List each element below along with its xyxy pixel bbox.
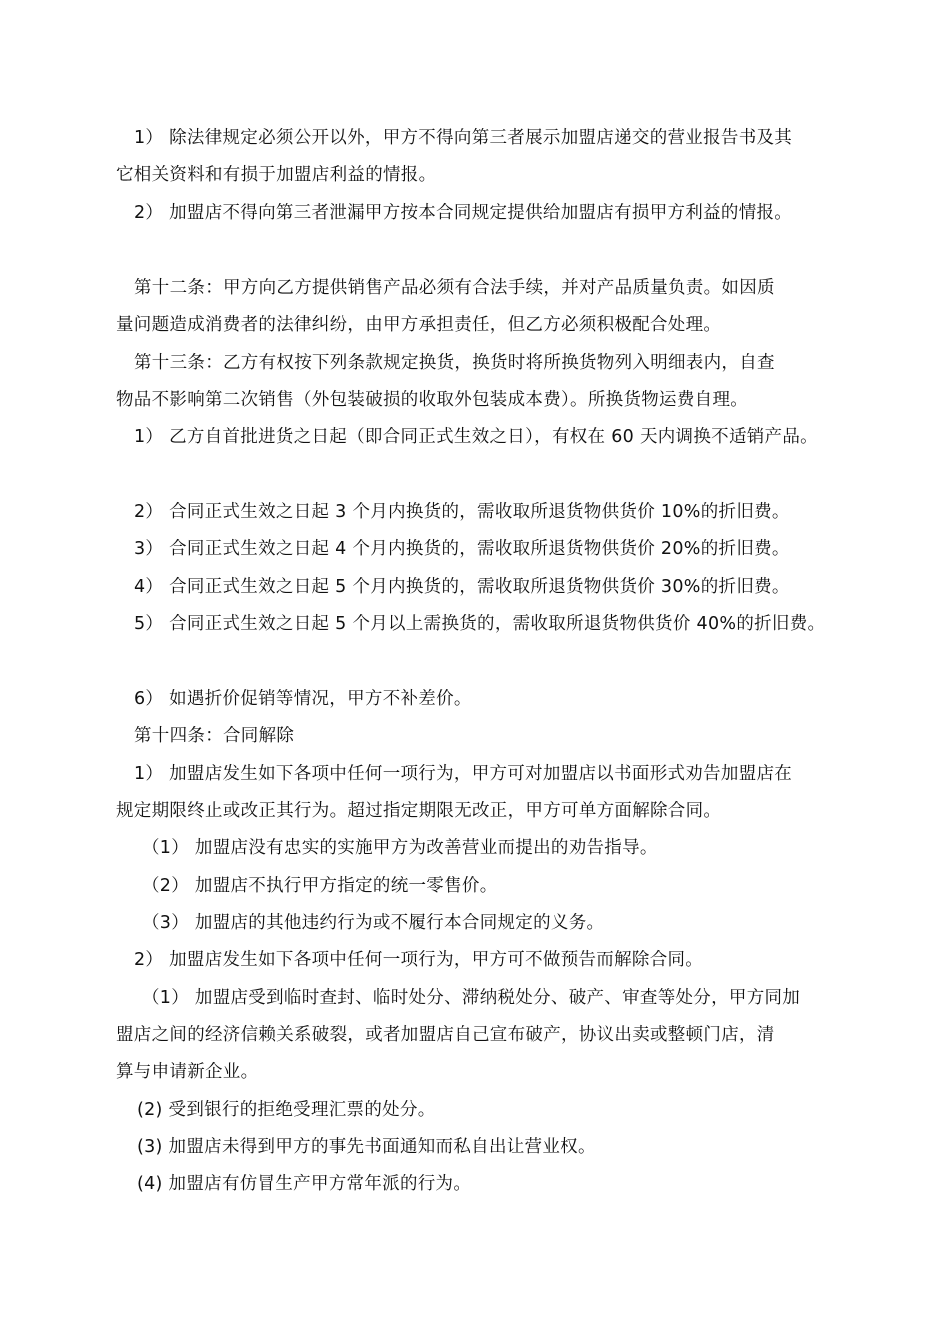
paragraph-line: 第十二条：甲方向乙方提供销售产品必须有合法手续，并对产品质量负责。如因质: [134, 278, 775, 298]
paragraph-line: 1） 加盟店发生如下各项中任何一项行为，甲方可对加盟店以书面形式劝告加盟店在: [134, 764, 793, 784]
paragraph-line: 4） 合同正式生效之日起 5 个月内换货的，需收取所退货物供货价 30%的折旧费。: [134, 577, 790, 597]
paragraph-line: 1） 乙方自首批进货之日起（即合同正式生效之日），有权在 60 天内调换不适销产品。: [134, 427, 818, 447]
paragraph-line: （3） 加盟店的其他违约行为或不履行本合同规定的义务。: [142, 913, 605, 933]
paragraph-line: 算与申请新企业。: [116, 1062, 259, 1082]
paragraph-line: 2） 合同正式生效之日起 3 个月内换货的，需收取所退货物供货价 10%的折旧费。: [134, 502, 790, 522]
paragraph-line: 第十三条：乙方有权按下列条款规定换货，换货时将所换货物列入明细表内，自查: [134, 353, 775, 373]
paragraph-line: (2) 受到银行的拒绝受理汇票的处分。: [137, 1100, 436, 1120]
paragraph-line: 2） 加盟店不得向第三者泄漏甲方按本合同规定提供给加盟店有损甲方利益的情报。: [134, 203, 793, 223]
paragraph-line: 它相关资料和有损于加盟店利益的情报。: [116, 165, 437, 185]
paragraph-line: 第十四条：合同解除: [134, 726, 295, 746]
paragraph-line: 6） 如遇折价促销等情况，甲方不补差价。: [134, 689, 472, 709]
paragraph-line: 量问题造成消费者的法律纠纷，由甲方承担责任，但乙方必须积极配合处理。: [116, 315, 722, 335]
paragraph-line: (3) 加盟店未得到甲方的事先书面通知而私自出让营业权。: [137, 1137, 596, 1157]
paragraph-line: 3） 合同正式生效之日起 4 个月内换货的，需收取所退货物供货价 20%的折旧费。: [134, 539, 790, 559]
paragraph-line: 2） 加盟店发生如下各项中任何一项行为，甲方可不做预告而解除合同。: [134, 950, 704, 970]
paragraph-line: (4) 加盟店有仿冒生产甲方常年派的行为。: [137, 1174, 472, 1194]
paragraph-line: （1） 加盟店没有忠实的实施甲方为改善营业而提出的劝告指导。: [142, 838, 658, 858]
paragraph-line: 盟店之间的经济信赖关系破裂，或者加盟店自己宣布破产，协议出卖或整顿门店，清: [116, 1025, 775, 1045]
paragraph-line: 物品不影响第二次销售（外包装破损的收取外包装成本费）。所换货物运费自理。: [116, 390, 749, 410]
paragraph-line: （1） 加盟店受到临时查封、临时处分、滞纳税处分、破产、审查等处分，甲方同加: [142, 988, 801, 1008]
paragraph-line: （2） 加盟店不执行甲方指定的统一零售价。: [142, 876, 498, 896]
paragraph-line: 1） 除法律规定必须公开以外，甲方不得向第三者展示加盟店递交的营业报告书及其: [134, 128, 793, 148]
paragraph-line: 5） 合同正式生效之日起 5 个月以上需换货的，需收取所退货物供货价 40%的折旧费。: [134, 614, 826, 634]
paragraph-line: 规定期限终止或改正其行为。超过指定期限无改正，甲方可单方面解除合同。: [116, 801, 722, 821]
